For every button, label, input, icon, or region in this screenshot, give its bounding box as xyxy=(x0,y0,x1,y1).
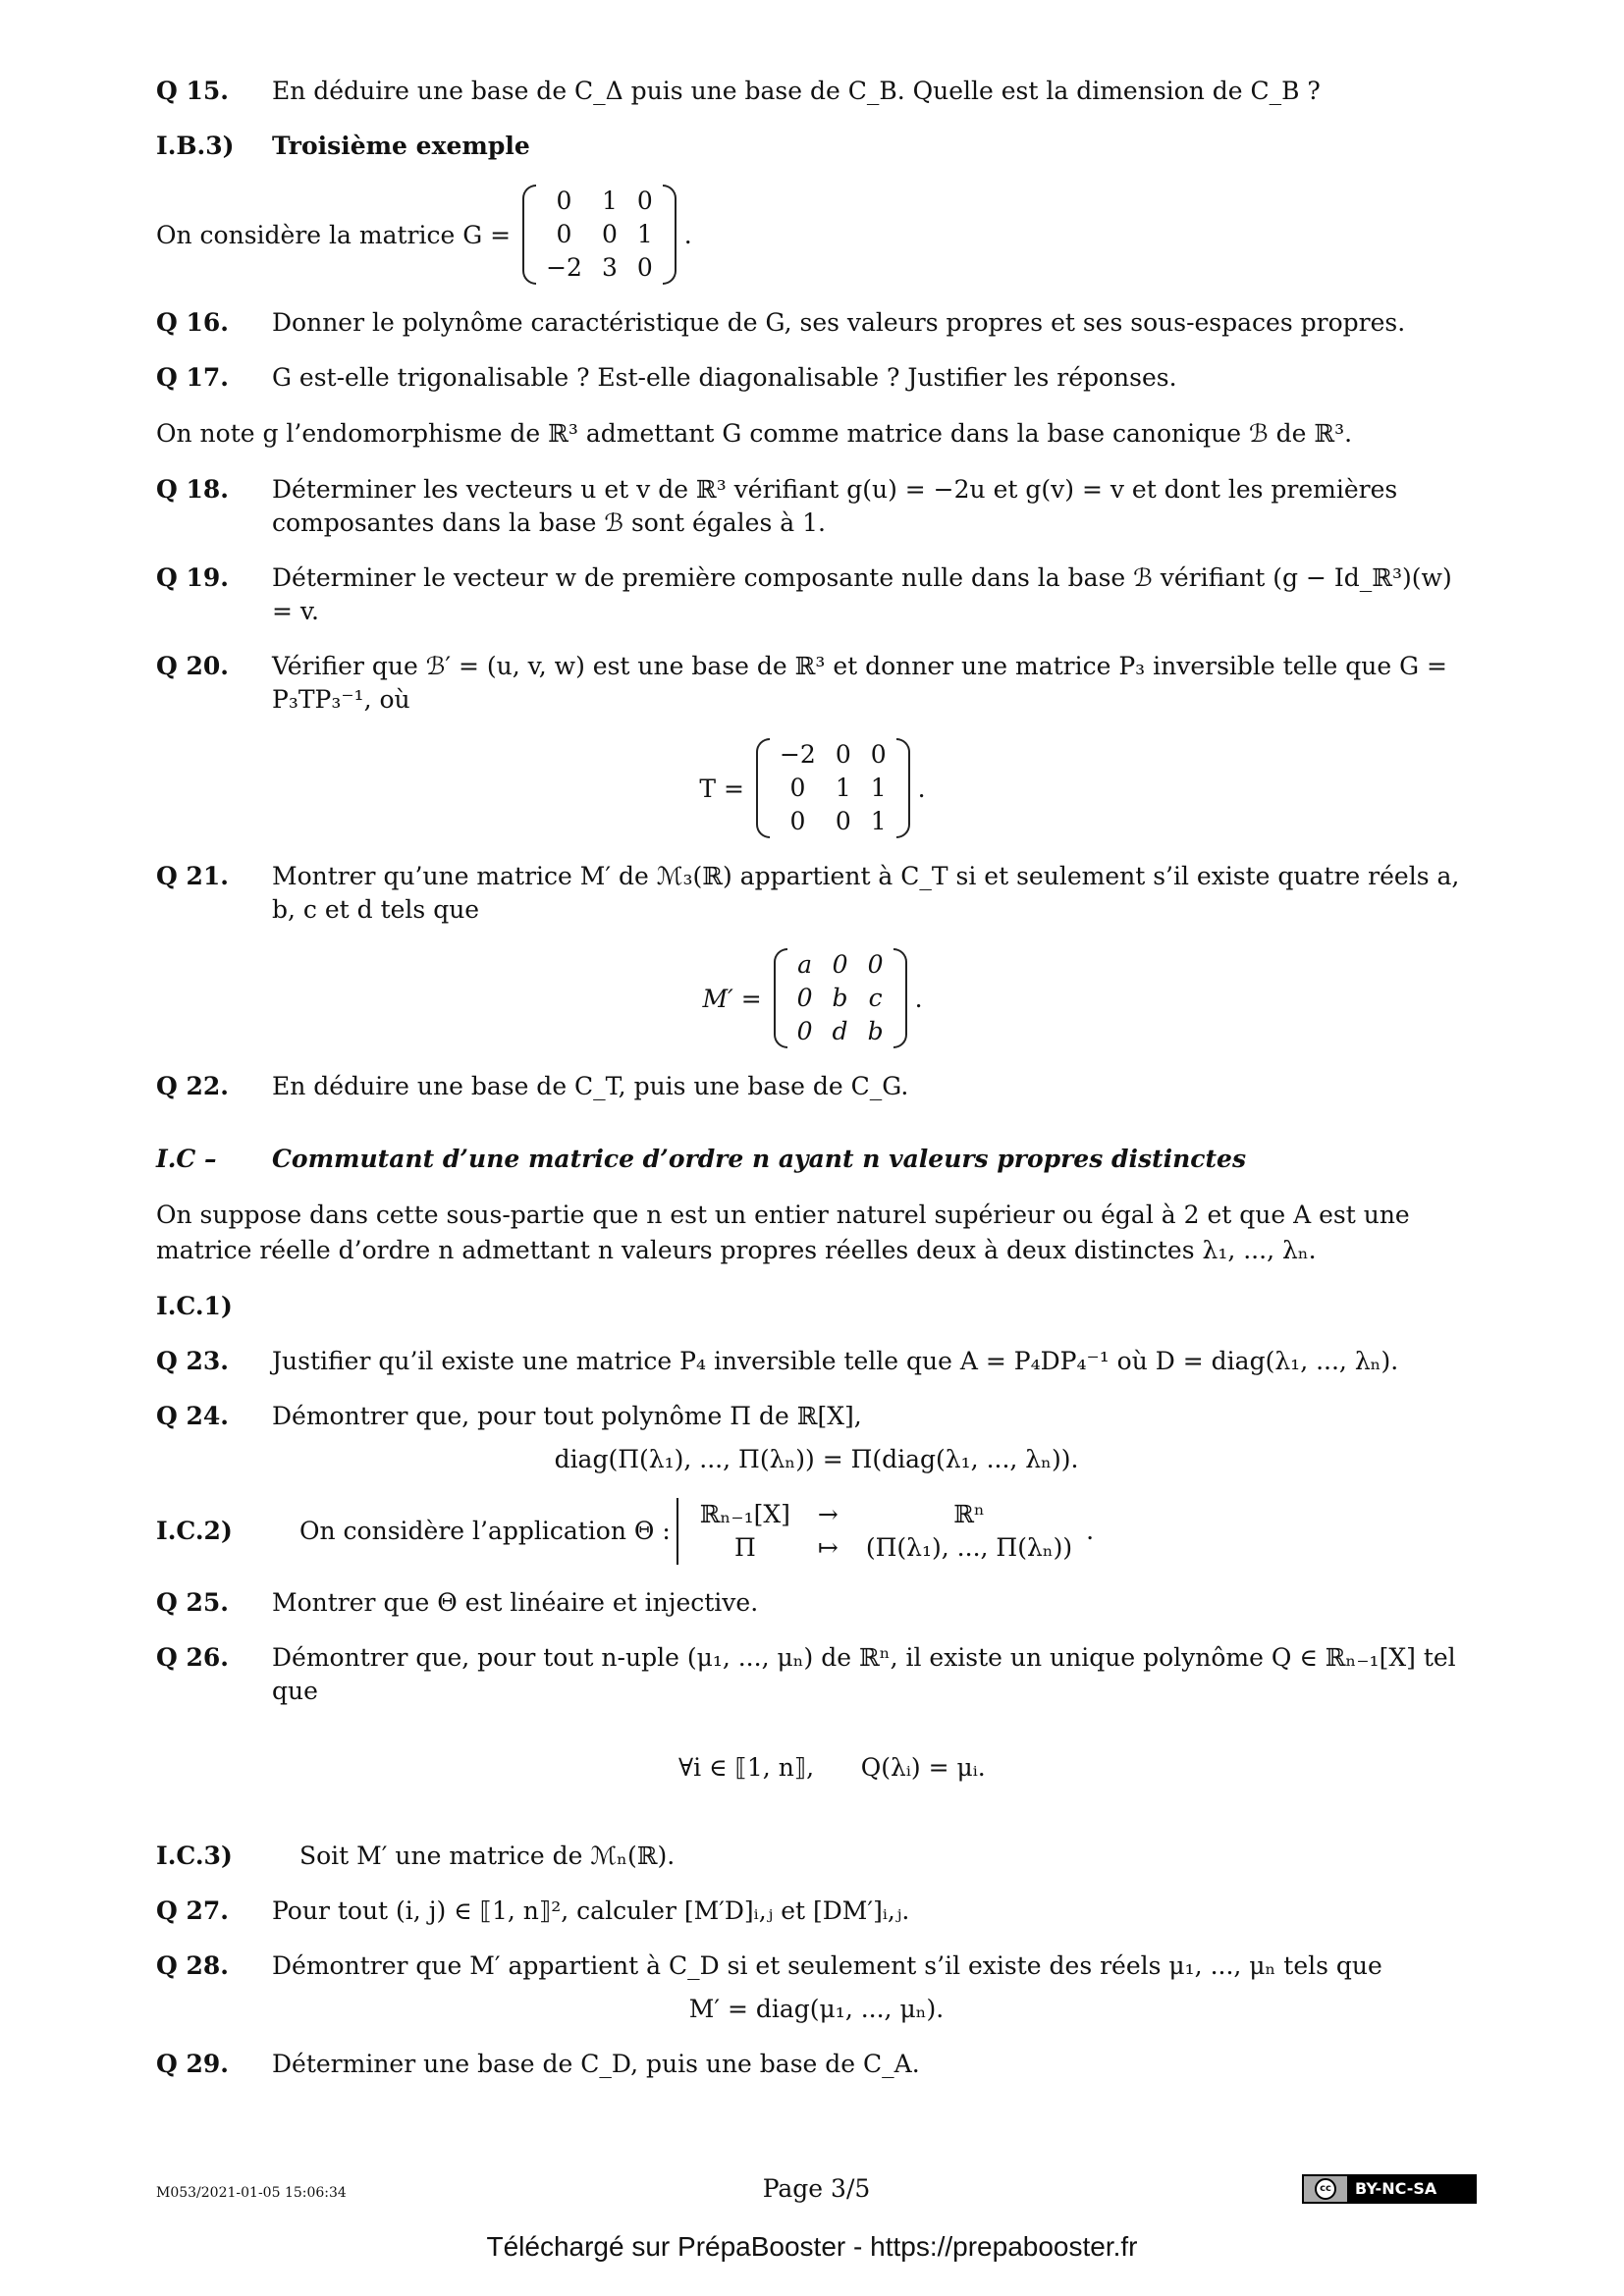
matrix-t xyxy=(756,738,910,838)
left-bracket xyxy=(522,185,536,285)
display-equation: M′ = diag(μ₁, ..., μₙ). xyxy=(688,1995,945,2023)
matrix-t-label: T = xyxy=(699,774,744,803)
matrix-m-label: M′ = xyxy=(702,984,762,1013)
page-content xyxy=(156,75,1477,2081)
map-arrow: ↦ xyxy=(817,1533,839,1562)
section-text: Soit M′ une matrice de ℳₙ(ℝ). xyxy=(299,1842,676,1870)
question-29 xyxy=(156,2048,1477,2081)
matrix-cell: b xyxy=(867,1017,884,1045)
section-label: I.C.1) xyxy=(156,1292,233,1320)
matrix-cell: 0 xyxy=(636,187,653,215)
matrix-cell: 0 xyxy=(835,807,851,835)
question-label: Q 23. xyxy=(156,1347,229,1375)
question-17 xyxy=(156,361,1477,395)
mapping-bar xyxy=(677,1498,678,1565)
section-text: On considère l’application Θ : xyxy=(299,1517,671,1545)
question-text: Démontrer que, pour tout polynôme Π de ℝ[X], xyxy=(272,1402,862,1430)
right-bracket xyxy=(896,738,910,838)
map-cell: ℝₙ₋₁[X] xyxy=(699,1500,790,1528)
question-label: Q 15. xyxy=(156,77,229,105)
section-ic-intro xyxy=(156,1198,1477,1268)
question-text: Démontrer que M′ appartient à C_D si et seulement s’il existe des réels μ₁, ..., μₙ tels que xyxy=(272,1951,1382,1980)
question-text: Justifier qu’il existe une matrice P₄ inversible telle que A = P₄DP₄⁻¹ où D = diag(λ₁, ..., λₙ). xyxy=(272,1347,1399,1375)
endomorphism-note xyxy=(156,416,1477,452)
section-label: I.C.3) xyxy=(156,1842,233,1870)
page-footer xyxy=(156,2164,1477,2214)
matrix-m-equation xyxy=(156,948,1477,1048)
map-end: . xyxy=(1086,1517,1095,1545)
matrix-cell: −2 xyxy=(546,253,582,282)
map-cell: ℝⁿ xyxy=(953,1500,985,1528)
question-24 xyxy=(156,1400,1477,1433)
section-ib3 xyxy=(156,130,1477,163)
matrix-cell: 0 xyxy=(867,950,884,979)
question-text: Pour tout (i, j) ∈ ⟦1, n⟧², calculer [M′D]ᵢ,ⱼ et [DM′]ᵢ,ⱼ. xyxy=(272,1896,910,1925)
paragraph-text: On note g l’endomorphisme de ℝ³ admettant G comme matrice dans la base canonique ℬ de ℝ³. xyxy=(156,419,1353,448)
question-label: Q 20. xyxy=(156,652,229,680)
period: . xyxy=(683,220,692,249)
question-20 xyxy=(156,650,1477,717)
question-21 xyxy=(156,860,1477,927)
right-bracket xyxy=(893,948,907,1048)
question-18 xyxy=(156,473,1477,540)
creative-commons-icon xyxy=(1304,2176,1347,2202)
question-text: Démontrer que, pour tout n-uple (μ₁, ..., μₙ) de ℝⁿ, il existe un unique polynôme Q ∈ ℝₙ₋₁[X] tel que xyxy=(272,1643,1456,1705)
matrix-cell: 0 xyxy=(601,220,618,248)
matrix-cell: a xyxy=(797,950,813,979)
section-ic1 xyxy=(156,1290,1477,1323)
question-25 xyxy=(156,1586,1477,1620)
matrix-g xyxy=(522,185,677,285)
q24-equation xyxy=(156,1443,1477,1476)
question-23 xyxy=(156,1345,1477,1378)
footer-code: M053/2021-01-05 15:06:34 xyxy=(156,2185,347,2201)
section-ic2 xyxy=(156,1498,1477,1565)
page-number: Page 3/5 xyxy=(762,2174,871,2203)
matrix-cell: 1 xyxy=(870,774,887,802)
matrix-t-equation xyxy=(156,738,1477,838)
question-15 xyxy=(156,75,1477,108)
section-label: I.C.2) xyxy=(156,1517,233,1545)
display-equation: ∀i ∈ ⟦1, n⟧, Q(λᵢ) = μᵢ. xyxy=(678,1753,986,1782)
right-bracket xyxy=(663,185,677,285)
matrix-cell: 0 xyxy=(789,774,806,802)
theta-mapping xyxy=(677,1498,1094,1565)
matrix-cell: c xyxy=(868,984,883,1012)
q28-equation xyxy=(156,1993,1477,2026)
question-text: Montrer qu’une matrice M′ de ℳ₃(ℝ) appartient à C_T si et seulement s’il existe quatre réels a, b, c et d tels que xyxy=(272,862,1460,924)
section-title: Troisième exemple xyxy=(272,132,530,160)
matrix-cell: 1 xyxy=(835,774,851,802)
matrix-cell: 1 xyxy=(601,187,618,215)
map-cell: Π xyxy=(733,1533,756,1562)
section-ic xyxy=(156,1143,1477,1176)
question-label: Q 28. xyxy=(156,1951,229,1980)
section-ic3 xyxy=(156,1840,1477,1873)
question-label: Q 27. xyxy=(156,1896,229,1925)
question-22 xyxy=(156,1070,1477,1103)
matrix-cell: 0 xyxy=(870,740,887,769)
matrix-cell: d xyxy=(832,1017,848,1045)
question-28 xyxy=(156,1949,1477,1983)
section-label: I.B.3) xyxy=(156,132,235,160)
question-label: Q 21. xyxy=(156,862,229,890)
matrix-cell: 0 xyxy=(789,807,806,835)
matrix-cell: 0 xyxy=(796,984,813,1012)
left-bracket xyxy=(774,948,787,1048)
period: . xyxy=(917,774,926,803)
question-label: Q 25. xyxy=(156,1588,229,1617)
paragraph-text: On suppose dans cette sous-partie que n est un entier naturel supérieur ou égal à 2 et que A est une matrice réelle d’ordre n admettant n valeurs propres réelles deux à deux distinctes λ₁, ..., λₙ. xyxy=(156,1201,1410,1264)
question-text: G est-elle trigonalisable ? Est-elle diagonalisable ? Justifier les réponses. xyxy=(272,363,1177,392)
license-text: BY-NC-SA xyxy=(1355,2179,1437,2198)
matrix-cell: 3 xyxy=(601,253,618,282)
question-label: Q 19. xyxy=(156,563,229,592)
display-equation: diag(Π(λ₁), ..., Π(λₙ)) = Π(diag(λ₁, ..., λₙ)). xyxy=(554,1445,1079,1473)
question-19 xyxy=(156,561,1477,628)
section-label: I.C – xyxy=(156,1145,217,1173)
matrix-cell: 1 xyxy=(870,807,887,835)
question-26 xyxy=(156,1641,1477,1708)
left-bracket xyxy=(756,738,770,838)
matrix-cell: 0 xyxy=(832,950,848,979)
question-text: Vérifier que ℬ′ = (u, v, w) est une base de ℝ³ et donner une matrice P₃ inversible telle que G = P₃TP₃⁻¹, où xyxy=(272,652,1447,714)
question-text: Déterminer le vecteur w de première composante nulle dans la base ℬ vérifiant (g − Id_ℝ³)(w) = v. xyxy=(272,563,1452,625)
matrix-g-intro: On considère la matrice G = xyxy=(156,220,512,249)
question-label: Q 24. xyxy=(156,1402,229,1430)
matrix-cell: 0 xyxy=(556,220,572,248)
question-label: Q 17. xyxy=(156,363,229,392)
download-notice[interactable]: Téléchargé sur PrépaBooster - https://prepabooster.fr xyxy=(486,2231,1138,2262)
map-arrow: → xyxy=(817,1500,839,1528)
question-text: Déterminer une base de C_D, puis une base de C_A. xyxy=(272,2050,920,2078)
cc-logo-text: cc xyxy=(1315,2178,1336,2200)
matrix-cell: 0 xyxy=(796,1017,813,1045)
matrix-m xyxy=(774,948,907,1048)
matrix-cell: −2 xyxy=(779,740,816,769)
question-text: En déduire une base de C_T, puis une base de C_G. xyxy=(272,1072,909,1100)
section-title: Commutant d’une matrice d’ordre n ayant n valeurs propres distinctes xyxy=(272,1145,1247,1173)
period: . xyxy=(914,984,923,1013)
q26-equation xyxy=(156,1718,1477,1818)
question-text: Déterminer les vecteurs u et v de ℝ³ vérifiant g(u) = −2u et g(v) = v et dont les premières composantes dans la base ℬ sont égales à 1. xyxy=(272,475,1398,537)
license-badge xyxy=(1302,2174,1477,2204)
question-label: Q 22. xyxy=(156,1072,229,1100)
matrix-cell: 0 xyxy=(835,740,851,769)
map-cell: (Π(λ₁), ..., Π(λₙ)) xyxy=(865,1533,1073,1562)
matrix-g-definition xyxy=(156,185,1477,285)
question-27 xyxy=(156,1895,1477,1928)
matrix-cell: 0 xyxy=(636,253,653,282)
question-label: Q 18. xyxy=(156,475,229,504)
question-label: Q 29. xyxy=(156,2050,229,2078)
question-16 xyxy=(156,306,1477,340)
matrix-cell: b xyxy=(832,984,848,1012)
question-text: En déduire une base de C_Δ puis une base de C_B. Quelle est la dimension de C_B ? xyxy=(272,77,1321,105)
question-text: Montrer que Θ est linéaire et injective. xyxy=(272,1588,759,1617)
matrix-cell: 0 xyxy=(556,187,572,215)
question-label: Q 16. xyxy=(156,308,229,337)
question-text: Donner le polynôme caractéristique de G, ses valeurs propres et ses sous-espaces propres. xyxy=(272,308,1406,337)
question-label: Q 26. xyxy=(156,1643,229,1672)
matrix-cell: 1 xyxy=(636,220,653,248)
